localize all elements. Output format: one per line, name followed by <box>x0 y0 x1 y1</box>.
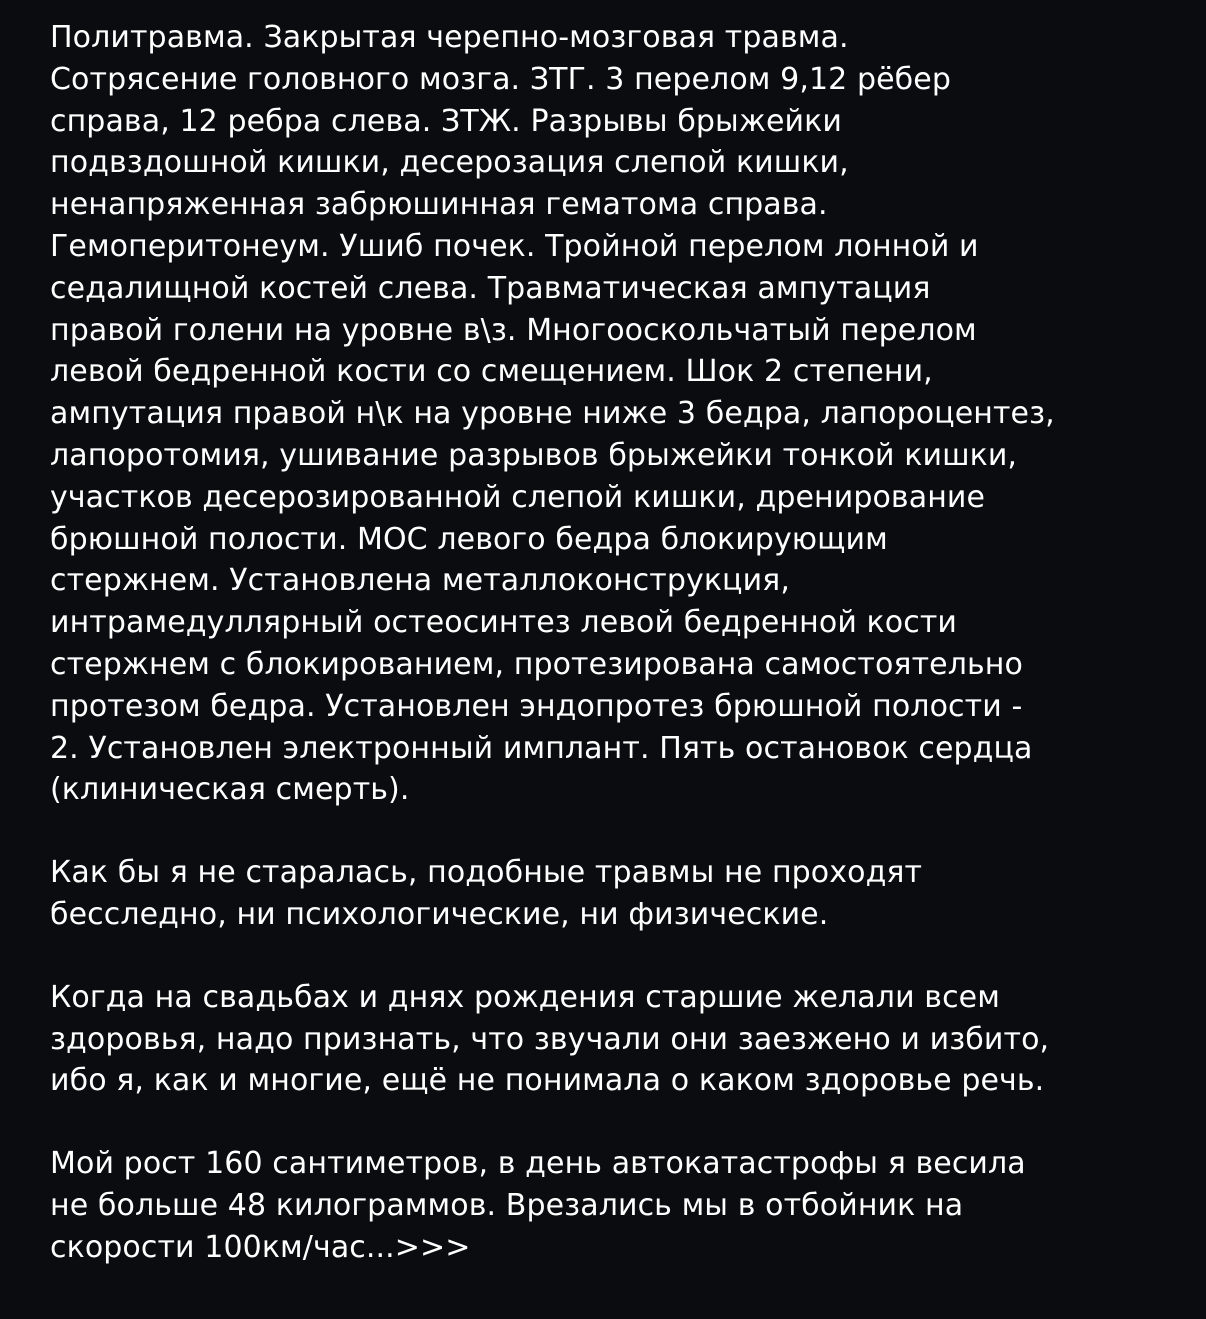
text-line: левой бедренной кости со смещением. Шок 2 степени, <box>50 354 933 390</box>
paragraph-health-wishes <box>50 977 1190 1102</box>
post-text <box>50 17 1190 1269</box>
paragraph-consequences <box>50 852 1190 936</box>
text-line: Когда на свадьбах и днях рождения старшие желали всем <box>50 979 1000 1015</box>
text-line: подвздошной кишки, десерозация слепой кишки, <box>50 145 849 181</box>
text-line: брюшной полости. МОС левого бедра блокирующим <box>50 521 888 557</box>
text-line: Мой рост 160 сантиметров, в день автокатастрофы я весила <box>50 1146 1026 1182</box>
text-line: не больше 48 килограммов. Врезались мы в отбойник на <box>50 1187 964 1223</box>
text-line: стержнем с блокированием, протезирована самостоятельно <box>50 646 1023 682</box>
text-line: Гемоперитонеум. Ушиб почек. Тройной перелом лонной и <box>50 228 979 264</box>
text-line: ибо я, как и многие, ещё не понимала о каком здоровье речь. <box>50 1063 1045 1099</box>
text-line: (клиническая смерть). <box>50 772 410 808</box>
paragraph-crash-details <box>50 1143 1190 1268</box>
text-line: протезом бедра. Установлен эндопротез брюшной полости - <box>50 688 1023 724</box>
text-line: седалищной костей слева. Травматическая ампутация <box>50 270 931 306</box>
text-line: стержнем. Установлена металлоконструкция, <box>50 563 790 599</box>
text-line: 2. Установлен электронный имплант. Пять остановок сердца <box>50 730 1033 766</box>
text-line: скорости 100км/час...>>> <box>50 1229 471 1265</box>
text-line: Политравма. Закрытая черепно-мозговая травма. <box>50 20 849 55</box>
text-line: бесследно, ни психологические, ни физические. <box>50 896 829 932</box>
text-line: ампутация правой н\к на уровне ниже 3 бедра, лапороцентез, <box>50 396 1055 432</box>
paragraph-injuries <box>50 17 1190 811</box>
text-line: Сотрясение головного мозга. ЗТГ. 3 перелом 9,12 рёбер <box>50 61 951 97</box>
text-line: лапоротомия, ушивание разрывов брыжейки тонкой кишки, <box>50 437 1018 473</box>
text-line: ненапряженная забрюшинная гематома справа. <box>50 187 828 223</box>
text-line: справа, 12 ребра слева. ЗТЖ. Разрывы брыжейки <box>50 103 842 139</box>
text-line: здоровья, надо признать, что звучали они заезжено и избито, <box>50 1021 1050 1057</box>
text-line: интрамедуллярный остеосинтез левой бедренной кости <box>50 605 957 641</box>
text-line: правой голени на уровне в\з. Многоoскольчатый перелом <box>50 312 977 348</box>
text-line: участков десерозированной слепой кишки, дренирование <box>50 479 986 515</box>
text-line: Как бы я не старалась, подобные травмы не проходят <box>50 855 923 891</box>
